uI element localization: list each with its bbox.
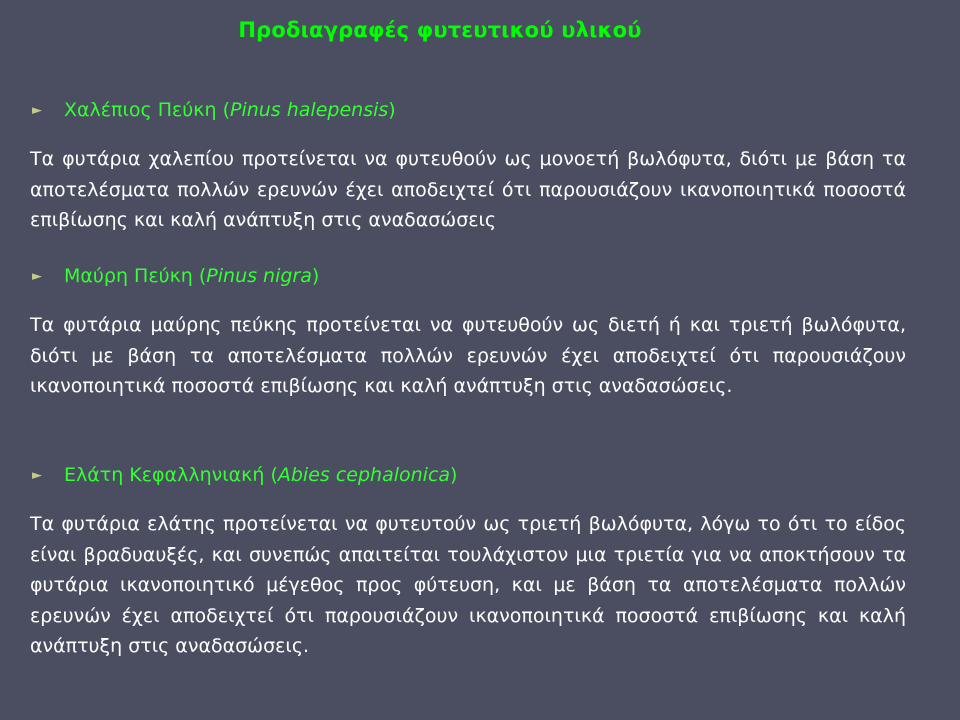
section-paragraph-1: Τα φυτάρια χαλεπίου προτείνεται να φυτευθούν ως μονοετή βωλόφυτα, διότι με βάση τα αποτελέσματα πολλών ερευνών έχει αποδειχτεί ότι παρουσιάζουν ικανοποιητικά ποσοστά επιβίωσης και καλή ανάπτυξη στις αναδασώσεις [30,148,906,231]
heading-suffix: ) [450,464,458,486]
heading-prefix: Ελάτη Κεφαλληνιακή ( [64,464,278,486]
triangle-right-icon: ► [32,467,42,483]
heading-suffix: ) [311,265,320,287]
section-paragraph-3: Τα φυτάρια ελάτης προτείνεται να φυτευτούν ως τριετή βωλόφυτα, λόγω το ότι το είδος είναι βραδυαυξές, και συνεπώς απαιτείται τουλάχιστον μια τριετία για να αποκτήσουν τα φυτάρια ικανοποιητικό μέγεθος προς φύτευση, και με βάση τα αποτελέσματα πολλών ερευνών έχει αποδειχτεί ότι παρουσιάζουν ικανοποιητικά ποσοστά επιβίωσης και καλή ανάπτυξη στις αναδασώσεις. [30,513,906,657]
heading-scientific-name: Pinus halepensis [229,99,389,121]
section-heading-1 [32,99,396,121]
heading-scientific-name: Abies cephalonica [277,464,451,486]
heading-suffix: ) [388,99,396,121]
triangle-right-icon: ► [32,102,42,118]
triangle-right-icon: ► [32,268,42,284]
heading-prefix: Μαύρη Πεύκη ( [64,265,207,287]
section-heading-2 [32,265,319,287]
heading-prefix: Χαλέπιος Πεύκη ( [64,99,230,121]
slide-title: Προδιαγραφές φυτευτικού υλικού [238,18,642,42]
section-heading-3 [32,464,457,486]
section-paragraph-2: Τα φυτάρια μαύρης πεύκης προτείνεται να φυτευθούν ως διετή ή και τριετή βωλόφυτα, διότι με βάση τα αποτελέσματα πολλών ερευνών έχει αποδειχτεί ότι παρουσιάζουν ικανοποιητικά ποσοστά επιβίωσης και καλή ανάπτυξη στις αναδασώσεις. [30,314,906,397]
heading-scientific-name: Pinus nigra [206,265,312,287]
